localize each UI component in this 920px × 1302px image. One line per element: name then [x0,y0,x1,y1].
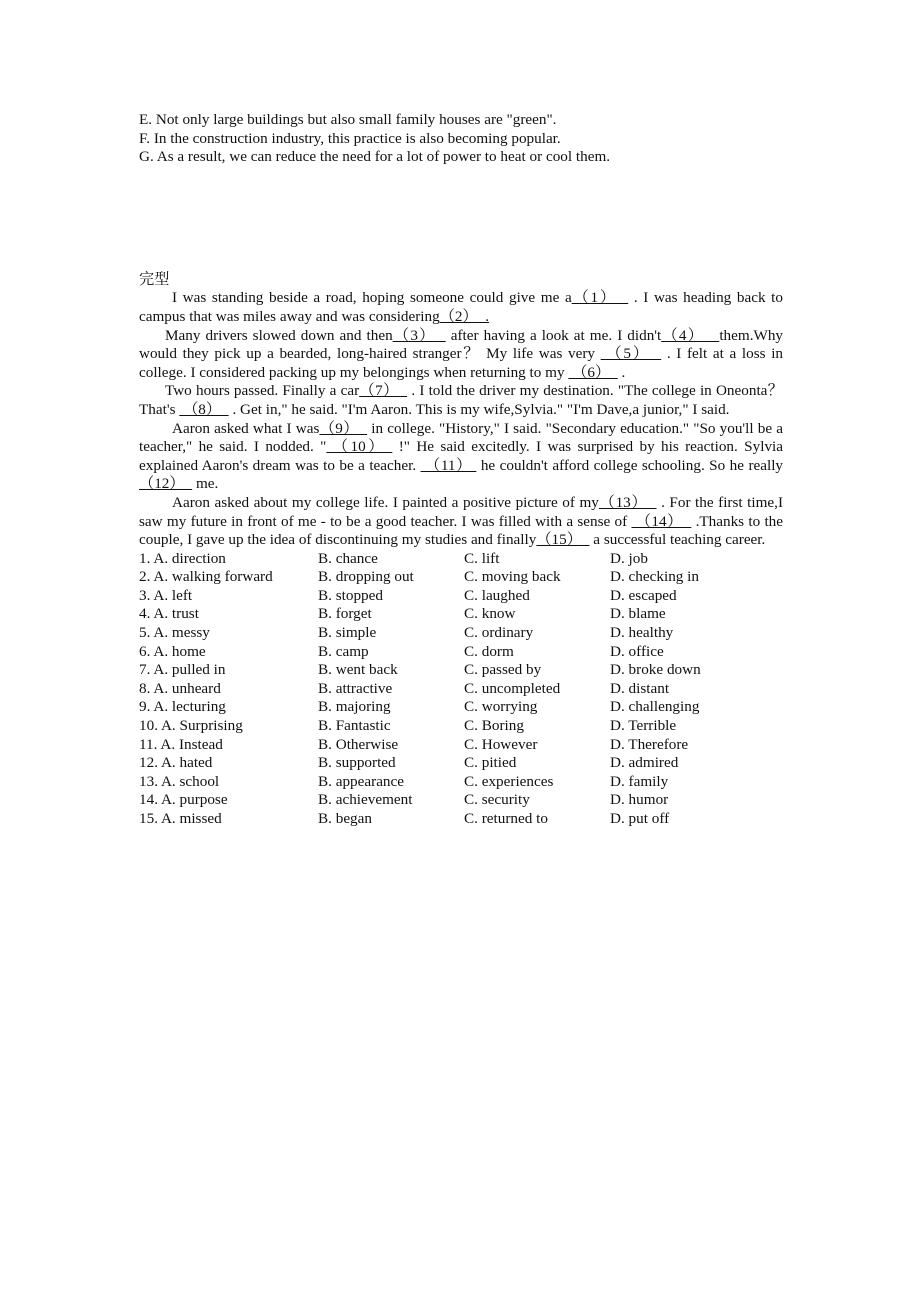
option-c: C. laughed [464,586,530,604]
paragraph-3 [139,382,783,419]
option-a: 13. A. school [139,772,220,790]
option-b: B. dropping out [318,568,414,586]
option-a: 7. A. pulled in [139,661,226,679]
option-d: D. admired [610,754,679,772]
option-d: D. job [610,549,648,567]
option-row-8 [139,680,783,699]
option-a: 3. A. left [139,586,193,604]
paragraph-5 [139,494,783,550]
option-row-6 [139,643,783,662]
option-b: B. achievement [318,791,413,809]
blank-12: （12） [139,475,193,493]
option-a: 8. A. unheard [139,679,221,697]
answer-options [139,550,783,829]
text: in college. "History," I said. "Secondary education." "So you'll be a teacher," he said. I nodded. " [139,419,784,456]
option-d: D. humor [610,791,669,809]
option-row-13 [139,773,783,792]
option-a: 15. A. missed [139,810,222,827]
blank-5: （5） [600,345,662,363]
blank-1: （1） [571,289,629,307]
option-b: B. supported [318,754,396,772]
text: !" He said excitedly. I was surprised by his reaction. Sylvia explained Aaron's dream was to be a teacher. [139,438,783,474]
text: I was standing beside a road, hoping someone could give me a [172,289,572,307]
blank-9: （9） [319,419,368,437]
paragraph-1 [139,289,783,326]
option-c: C. Boring [464,717,524,735]
paragraph-2 [139,327,783,383]
option-a: 12. A. hated [139,754,213,772]
option-c: C. returned to [464,810,548,827]
blank-13: （13） [598,493,657,511]
option-b: B. camp [318,642,369,660]
option-c: C. know [464,605,516,623]
blank-10: （10） [326,438,393,456]
option-d: D. office [610,642,664,660]
option-b: B. chance [318,549,378,567]
text: he couldn't afford college schooling. So he really [476,456,784,474]
option-row-7 [139,661,783,680]
text: Aaron asked what I was [172,419,320,437]
option-b: B. Otherwise [318,735,399,753]
paragraph-4 [139,420,783,494]
text: . For the first time,I saw my future in front of me - to be a good teacher. I was filled with a sense of [139,493,784,530]
option-b: B. began [318,810,372,827]
option-e: E. Not only large buildings but also small family houses are "green". [139,111,557,128]
option-d: D. put off [610,810,670,827]
text: . Get in," he said. "I'm Aaron. This is my wife,Sylvia." "I'm Dave,a junior," I said. [228,400,730,418]
option-d: D. blame [610,605,666,623]
text: . [617,363,626,381]
option-d: D. checking in [610,568,699,586]
sentence-options [139,111,783,167]
option-a: 14. A. purpose [139,791,228,809]
option-c: C. worrying [464,698,538,716]
text: Two hours passed. Finally a car [165,382,360,400]
option-b: B. stopped [318,586,383,604]
cloze-passage [139,289,783,549]
blank-8: （8） [179,400,229,418]
option-a: 4. A. trust [139,605,199,623]
option-row-5 [139,624,783,643]
option-c: C. passed by [464,661,542,679]
option-d: D. Therefore [610,735,689,753]
blank-7: （7） [359,382,408,400]
option-d: D. escaped [610,586,677,604]
blank-14: （14） [631,512,692,530]
option-row-9 [139,698,783,717]
option-b: B. attractive [318,679,393,697]
option-a: 1. A. direction [139,549,226,567]
option-row-1 [139,550,783,569]
option-b: B. forget [318,605,372,623]
option-g: G. As a result, we can reduce the need for a lot of power to heat or cool them. [139,148,611,166]
option-c: C. pitied [464,754,517,772]
blank-3: （3） [392,326,446,344]
option-d: D. family [610,772,669,790]
option-row-2 [139,568,783,587]
option-row-15 [139,810,783,829]
option-f: F. In the construction industry, this practice is also becoming popular. [139,129,561,147]
blank-11: （11） [420,456,477,474]
option-c: C. moving back [464,568,561,586]
option-c: C. uncompleted [464,679,561,697]
option-c: C. However [464,735,538,753]
text: Many drivers slowed down and then [165,326,393,344]
blank-6: （6） [568,363,618,381]
blank-15: （15） [536,531,590,549]
option-a: 11. A. Instead [139,735,223,753]
option-d: D. healthy [610,624,674,642]
option-row-12 [139,754,783,773]
option-a: 9. A. lecturing [139,698,226,716]
option-a: 10. A. Surprising [139,717,243,735]
text: me. [192,475,219,493]
text: . I told the driver my destination. "The college in Oneonta？ That's [139,382,783,418]
option-c: C. ordinary [464,624,534,642]
option-a: 2. A. walking forward [139,568,273,586]
text: . I felt at a loss in college. I considered packing up my belongings when returning to my [139,345,784,381]
option-d: D. Terrible [610,717,677,735]
option-row-4 [139,605,783,624]
option-b: B. appearance [318,772,405,790]
option-a: 6. A. home [139,642,206,660]
option-row-10 [139,717,783,736]
option-row-11 [139,736,783,755]
page-content [139,111,783,829]
option-row-14 [139,791,783,810]
option-row-3 [139,587,783,606]
option-b: B. Fantastic [318,717,391,735]
option-c: C. experiences [464,772,554,790]
option-a: 5. A. messy [139,624,210,642]
option-c: C. dorm [464,642,514,660]
blank-4: （4） [661,326,720,344]
option-c: C. lift [464,549,500,567]
text: .Thanks to the couple, I gave up the idea of discontinuing my studies and finally [139,512,783,549]
option-b: B. simple [318,624,377,642]
text: Aaron asked about my college life. I painted a positive picture of my [172,493,599,511]
text: a successful teaching career. [589,531,766,549]
text: them.Why would they pick up a bearded, long-haired stranger？ My life was very [139,326,784,363]
blank-2: （2） . [439,307,490,325]
option-b: B. majoring [318,698,391,716]
option-c: C. security [464,791,530,809]
option-d: D. distant [610,679,670,697]
option-d: D. challenging [610,698,700,716]
option-d: D. broke down [610,661,701,679]
text: . I was heading back to campus that was miles away and was considering [139,289,783,325]
text: after having a look at me. I didn't [445,326,662,344]
section-title: 完型 [139,270,170,288]
option-b: B. went back [318,661,398,679]
